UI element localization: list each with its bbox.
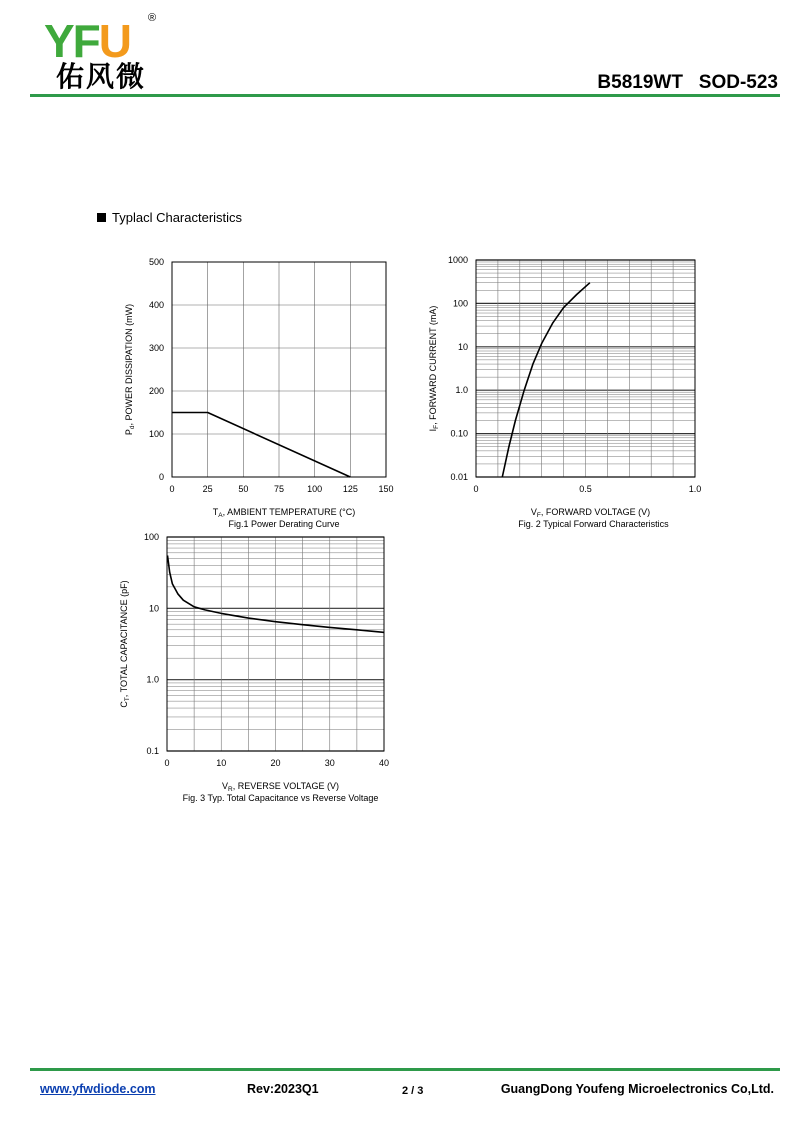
registered-mark: ® [148, 12, 157, 24]
logo-yf: YF [44, 15, 99, 67]
y-tick-label: 0.01 [450, 472, 468, 482]
x-axis-label: $V_R$, REVERSE VOLTAGE (V) [222, 781, 339, 793]
y-tick-label: 100 [148, 429, 164, 439]
y-tick-label: 100 [143, 532, 159, 542]
y-axis-label: $I_F$, FORWARD CURRENT (mA) [428, 305, 440, 432]
y-tick-label: 300 [148, 343, 164, 353]
x-tick-label: 125 [342, 484, 358, 494]
logo-chinese-name: 佑风微 [56, 61, 147, 92]
logo-u: U [98, 15, 131, 67]
y-tick-label: 10 [457, 341, 468, 352]
y-tick-label: 0.10 [450, 428, 468, 439]
y-axis-label: $C_T$, TOTAL CAPACITANCE (pF) [119, 580, 131, 708]
x-tick-label: 30 [324, 758, 335, 768]
page-number: 2 / 3 [402, 1085, 424, 1097]
chart-caption: Fig. 3 Typ. Total Capacitance vs Reverse Voltage [182, 793, 379, 803]
x-tick-label: 75 [273, 484, 285, 494]
x-tick-label: 40 [378, 758, 390, 768]
chart-3 [167, 537, 384, 751]
y-tick-label: 200 [148, 386, 164, 396]
x-tick-label: 20 [270, 758, 281, 768]
part-number: B5819WT [597, 72, 683, 93]
y-tick-label: 100 [452, 298, 468, 309]
series-line [502, 283, 590, 477]
x-tick-label: 25 [202, 484, 213, 494]
chart-2 [476, 260, 695, 477]
series-line [172, 413, 350, 478]
y-axis-label: $P_d$, POWER DISSIPATION (mW) [124, 303, 136, 436]
website-link[interactable]: www.yfwdiode.com [40, 1082, 156, 1096]
revision-label: Rev:2023Q1 [247, 1082, 319, 1096]
y-tick-label: 1.0 [146, 674, 159, 685]
x-tick-label: 0 [164, 758, 170, 768]
package-name: SOD-523 [698, 72, 778, 93]
x-tick-label: 50 [238, 484, 249, 494]
y-tick-label: 0 [158, 472, 164, 482]
chart-1 [172, 262, 386, 477]
chart-caption: Fig.1 Power Derating Curve [228, 519, 340, 529]
chart-caption: Fig. 2 Typical Forward Characteristics [518, 519, 669, 529]
y-tick-label: 500 [148, 257, 164, 267]
x-tick-label: 10 [216, 758, 227, 768]
x-axis-label: $V_F$, FORWARD VOLTAGE (V) [530, 507, 651, 519]
company-name: GuangDong Youfeng Microelectronics Co,Ltd. [500, 1082, 774, 1096]
footer-rule [30, 1068, 780, 1071]
x-tick-label: 1.0 [688, 484, 702, 494]
x-tick-label: 0 [473, 484, 479, 494]
x-tick-label: 0.5 [579, 484, 592, 494]
y-tick-label: 1000 [447, 255, 468, 265]
section-title: Typlacl Characteristics [112, 210, 243, 225]
y-tick-label: 0.1 [146, 746, 159, 756]
x-tick-label: 150 [378, 484, 394, 494]
x-tick-label: 100 [307, 484, 323, 494]
x-axis-label: $T_A$, AMBIENT TEMPERATURE (°C) [212, 507, 356, 519]
x-tick-label: 0 [169, 484, 175, 494]
y-tick-label: 1.0 [455, 385, 468, 396]
y-tick-label: 400 [148, 300, 164, 310]
y-tick-label: 10 [148, 603, 159, 614]
